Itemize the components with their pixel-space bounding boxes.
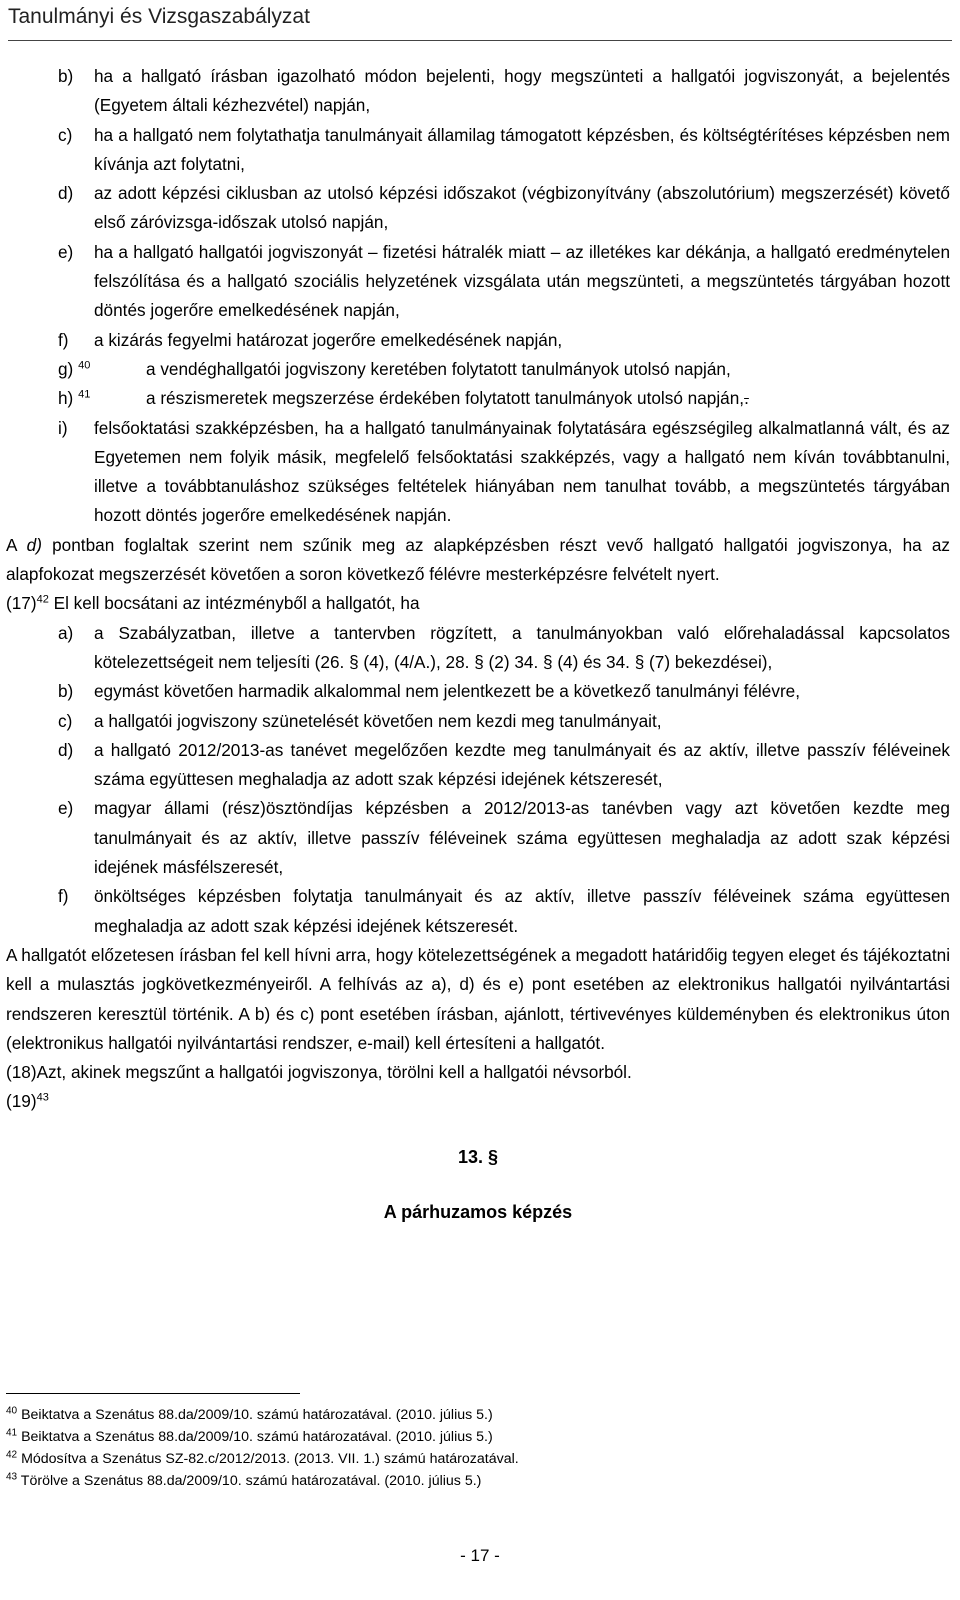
list-item [6,707,950,736]
item-text: az adott képzési ciklusban az utolsó képzési időszakot (végbizonyítvány (abszolutórium) megszerzését) követő első záróvizsga-időszak utolsó napján, [94,183,950,233]
item-label: c) [58,124,73,145]
list-item [6,619,950,678]
item-label: d) [58,739,74,760]
item-text: a vendéghallgatói jogviszony keretében folytatott tanulmányok utolsó napján, [146,358,731,379]
paragraph: A d) pontban foglaltak szerint nem szűnik meg az alapképzésben részt vevő hallgató hallgatói jogviszonya, ha az alapfokozat megszerzését követően a soron következő félévre mesterképzésre felvételt nyert. [6,534,950,585]
item-text: a kizárás fegyelmi határozat jogerőre emelkedésének napján, [94,329,563,350]
item-text: felsőoktatási szakképzésben, ha a hallgató tanulmányainak folytatására egészségileg alkalmatlanná vált, és az Egyetemen nem folyik másik, megfelelő felsőoktatási szakképzés, vagy a hallgató nem kíván továbbtanulni, illetve a továbbtanuláshoz szükséges feltételek hiányában nem tanulhat tovább, a megszüntetés tárgyában hozott döntés jogerőre emelkedésének napján. [94,417,950,526]
footnote: $^{41}$ Beiktatva a Szenátus 88.da/2009/10. számú határozatával. (2010. július 5.) [6,1427,493,1445]
list-item [6,179,950,238]
list-item [6,62,950,121]
section-number: 13. § [457,1146,499,1167]
footnote-divider [6,1393,300,1394]
paragraph: A hallgatót előzetesen írásban fel kell hívni arra, hogy kötelezettségének a megadott határidőig tegyen eleget és tájékoztatni kell a mulasztás jogkövetkezményeiről. A felhívás az a), d) és e) pont esetében az elektronikus hallgatói nyilvántartási rendszeren keresztül történik. A b) és c) pont esetében írásban, ajánlott, tértivevényes küldeményben és elektronikus úton (elektronikus hallgatói nyilvántartási rendszer, e-mail) kell értesíteni a hallgatót. [6,944,951,1053]
section-label: (19) [6,1091,37,1112]
item-label: f) [58,886,69,907]
item-label: b) [58,66,74,86]
footnote-ref[interactable]: 40 [78,359,91,372]
document-title: Tanulmányi és Vizsgaszabályzat [8,5,310,28]
item-label: i) [58,417,68,438]
item-text: a hallgató 2012/2013-as tanévet megelőzően kezdte meg tanulmányait és az aktív, illetve passzív féléveinek száma együttesen meghaladja az adott szak képzési idejének kétszeresét, [94,739,950,790]
item-text: ha a hallgató hallgatói jogviszonyát – fizetési hátralék miatt – az illetékes kar dékánja, a hallgató eredménytelen felszólítása és a hallgató szociális helyzetének vizsgálata után megszünteti, a megszüntetés tárgyában hozott döntés jogerőre emelkedésének napján, [94,241,950,321]
list-item [6,326,950,355]
page-header [8,2,952,41]
section-label: (17) [6,593,37,614]
list-item [6,677,950,706]
item-label: b) [58,681,74,702]
list-item-g [6,355,950,384]
footnote-ref[interactable]: 42 [36,593,49,606]
item-label: g) [58,358,74,379]
deleted-mark: . [744,388,749,409]
list-item [6,736,950,795]
item-text: egymást követően harmadik alkalommal nem jelentkezett be a következő tanulmányi félévre, [94,681,800,702]
item-label: h) [58,388,74,409]
footnote: $^{42}$ Módosítva a Szenátus SZ-82.c/2012/2013. (2013. VII. 1.) számú határozatával. [6,1449,519,1467]
item-text: a részismeretek megszerzése érdekében folytatott tanulmányok utolsó napján, [146,388,745,409]
item-text: ha a hallgató írásban igazolható módon bejelenti, hogy megszünteti a hallgatói jogviszonyát, a bejelentés (Egyetem általi kézhezvétel) napján, [94,66,950,116]
item-text: a hallgatói jogviszony szünetelését követően nem kezdi meg tanulmányait, [94,710,662,731]
item-label: c) [58,710,73,731]
section-17 [6,589,950,618]
item-text: önköltséges képzésben folytatja tanulmányait és az aktív, illetve passzív féléveinek száma együttesen meghaladja az adott szak képzési idejének kétszeresét. [94,886,950,936]
footnote: $^{43}$ Törölve a Szenátus 88.da/2009/10. számú határozatával. (2010. július 5.) [6,1471,482,1489]
item-label: d) [58,183,74,204]
item-text: ha a hallgató nem folytathatja tanulmányait államilag támogatott képzésben, és költségtérítéses képzésben nem kívánja azt folytatni, [94,124,950,174]
item-label: a) [58,622,74,643]
document-body [6,62,950,1227]
section-title: A párhuzamos képzés [383,1201,573,1222]
item-text: magyar állami (rész)ösztöndíjas képzésben a 2012/2013-as tanévben vagy azt követően kezdte meg tanulmányait és az aktív, illetve passzív féléveinek száma együttesen meghaladja az adott szak képzési idejének másfélszeresét, [94,798,950,878]
section-19 [6,1087,950,1116]
item-label: e) [58,798,74,819]
footnote-ref[interactable]: 41 [78,388,91,401]
item-label: f) [58,329,69,350]
list-item-i [6,414,950,531]
item-label: e) [58,241,74,262]
footnotes [6,1404,946,1492]
item-text: a Szabályzatban, illetve a tantervben rögzített, a tanulmányokban való előrehaladással kapcsolatos kötelezettségeit nem teljesíti (26. § (4), (4/A.), 28. § (2) 34. § (4) és 34. § (7) bekezdései), [94,622,950,672]
list-item [6,238,950,326]
list-item [6,794,950,882]
section-text: El kell bocsátani az intézményből a hallgatót, ha [48,593,420,614]
page-number: - 17 - [460,1546,500,1565]
italic-ref: d) [26,534,42,555]
list-item [6,121,950,180]
list-item-h [6,384,950,413]
section-18: (18)Azt, akinek megszűnt a hallgatói jogviszonya, törölni kell a hallgatói névsorból. [6,1062,632,1083]
footnote: $^{40}$ Beiktatva a Szenátus 88.da/2009/10. számú határozatával. (2010. július 5.) [6,1405,493,1423]
footnote-ref[interactable]: 43 [36,1091,49,1104]
list-item [6,882,950,941]
